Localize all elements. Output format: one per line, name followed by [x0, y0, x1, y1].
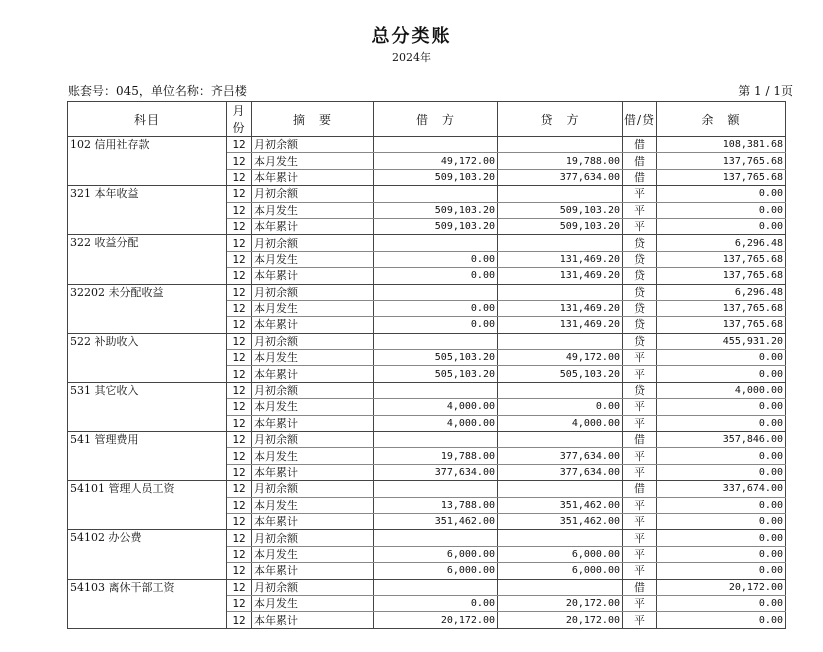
- debit-cell: [374, 186, 498, 202]
- account-name: 321 本年收益: [68, 186, 227, 235]
- col-summary: 摘 要: [252, 102, 374, 137]
- direction-cell: 平: [623, 563, 657, 579]
- direction-cell: 贷: [623, 235, 657, 251]
- summary-cell: 本年累计: [252, 366, 374, 382]
- summary-cell: 月初余额: [252, 530, 374, 546]
- direction-cell: 贷: [623, 284, 657, 300]
- summary-cell: 月初余额: [252, 382, 374, 398]
- balance-cell: 0.00: [657, 595, 786, 611]
- table-row: [68, 382, 786, 398]
- direction-cell: 平: [623, 464, 657, 480]
- debit-cell: 0.00: [374, 251, 498, 267]
- summary-cell: 本年累计: [252, 612, 374, 628]
- month-cell: 12: [227, 366, 252, 382]
- general-ledger-table: [67, 101, 786, 629]
- month-cell: 12: [227, 563, 252, 579]
- header-row: [68, 102, 786, 137]
- balance-cell: 0.00: [657, 399, 786, 415]
- summary-cell: 本月发生: [252, 350, 374, 366]
- balance-cell: 137,765.68: [657, 317, 786, 333]
- debit-cell: [374, 235, 498, 251]
- table-row: [68, 186, 786, 202]
- credit-cell: [498, 530, 623, 546]
- summary-cell: 本年累计: [252, 169, 374, 185]
- month-cell: 12: [227, 612, 252, 628]
- credit-cell: 131,469.20: [498, 251, 623, 267]
- credit-cell: [498, 333, 623, 349]
- summary-cell: 本月发生: [252, 251, 374, 267]
- month-cell: 12: [227, 333, 252, 349]
- table-row: [68, 432, 786, 448]
- summary-cell: 本年累计: [252, 268, 374, 284]
- balance-cell: 20,172.00: [657, 579, 786, 595]
- balance-cell: 0.00: [657, 497, 786, 513]
- debit-cell: [374, 382, 498, 398]
- balance-cell: 137,765.68: [657, 300, 786, 316]
- balance-cell: 0.00: [657, 464, 786, 480]
- summary-cell: 月初余额: [252, 186, 374, 202]
- direction-cell: 借: [623, 481, 657, 497]
- table-row: [68, 333, 786, 349]
- month-cell: 12: [227, 268, 252, 284]
- balance-cell: 6,296.48: [657, 235, 786, 251]
- direction-cell: 借: [623, 432, 657, 448]
- credit-cell: 6,000.00: [498, 546, 623, 562]
- balance-cell: 357,846.00: [657, 432, 786, 448]
- balance-cell: 0.00: [657, 415, 786, 431]
- direction-cell: 平: [623, 415, 657, 431]
- account-name: 522 补助收入: [68, 333, 227, 382]
- account-name: 54102 办公费: [68, 530, 227, 579]
- credit-cell: 131,469.20: [498, 300, 623, 316]
- direction-cell: 借: [623, 137, 657, 153]
- month-cell: 12: [227, 399, 252, 415]
- balance-cell: 0.00: [657, 366, 786, 382]
- credit-cell: 131,469.20: [498, 268, 623, 284]
- month-cell: 12: [227, 284, 252, 300]
- col-credit: 贷 方: [498, 102, 623, 137]
- direction-cell: 平: [623, 218, 657, 234]
- month-cell: 12: [227, 186, 252, 202]
- month-cell: 12: [227, 464, 252, 480]
- col-direction: 借/贷: [623, 102, 657, 137]
- credit-cell: [498, 235, 623, 251]
- debit-cell: 509,103.20: [374, 218, 498, 234]
- credit-cell: 377,634.00: [498, 448, 623, 464]
- balance-cell: 0.00: [657, 350, 786, 366]
- credit-cell: 351,462.00: [498, 497, 623, 513]
- month-cell: 12: [227, 415, 252, 431]
- month-cell: 12: [227, 300, 252, 316]
- account-name: 531 其它收入: [68, 382, 227, 431]
- debit-cell: 19,788.00: [374, 448, 498, 464]
- debit-cell: 351,462.00: [374, 513, 498, 529]
- credit-cell: [498, 579, 623, 595]
- account-name: 322 收益分配: [68, 235, 227, 284]
- col-debit: 借 方: [374, 102, 498, 137]
- debit-cell: [374, 137, 498, 153]
- credit-cell: 19,788.00: [498, 153, 623, 169]
- month-cell: 12: [227, 595, 252, 611]
- credit-cell: 6,000.00: [498, 563, 623, 579]
- month-cell: 12: [227, 530, 252, 546]
- balance-cell: 0.00: [657, 218, 786, 234]
- direction-cell: 平: [623, 350, 657, 366]
- summary-cell: 本月发生: [252, 595, 374, 611]
- month-cell: 12: [227, 169, 252, 185]
- summary-cell: 本年累计: [252, 218, 374, 234]
- balance-cell: 108,381.68: [657, 137, 786, 153]
- credit-cell: [498, 284, 623, 300]
- table-row: [68, 137, 786, 153]
- account-name: 102 信用社存款: [68, 137, 227, 186]
- credit-cell: 377,634.00: [498, 464, 623, 480]
- balance-cell: 0.00: [657, 563, 786, 579]
- credit-cell: 20,172.00: [498, 595, 623, 611]
- table-row: [68, 481, 786, 497]
- debit-cell: [374, 530, 498, 546]
- credit-cell: 509,103.20: [498, 218, 623, 234]
- direction-cell: 贷: [623, 333, 657, 349]
- debit-cell: 49,172.00: [374, 153, 498, 169]
- direction-cell: 平: [623, 366, 657, 382]
- account-name: 32202 未分配收益: [68, 284, 227, 333]
- summary-cell: 月初余额: [252, 579, 374, 595]
- month-cell: 12: [227, 546, 252, 562]
- balance-cell: 0.00: [657, 186, 786, 202]
- credit-cell: 509,103.20: [498, 202, 623, 218]
- ledger-body: [68, 137, 786, 629]
- credit-cell: 351,462.00: [498, 513, 623, 529]
- summary-cell: 本年累计: [252, 513, 374, 529]
- balance-cell: 0.00: [657, 513, 786, 529]
- direction-cell: 平: [623, 399, 657, 415]
- debit-cell: 505,103.20: [374, 366, 498, 382]
- balance-cell: 0.00: [657, 612, 786, 628]
- direction-cell: 借: [623, 169, 657, 185]
- direction-cell: 平: [623, 595, 657, 611]
- credit-cell: [498, 186, 623, 202]
- balance-cell: 0.00: [657, 202, 786, 218]
- page-number: 第 1 / 1页: [738, 84, 793, 98]
- debit-cell: 0.00: [374, 317, 498, 333]
- direction-cell: 贷: [623, 382, 657, 398]
- credit-cell: [498, 432, 623, 448]
- summary-cell: 本年累计: [252, 415, 374, 431]
- debit-cell: [374, 579, 498, 595]
- balance-cell: 137,765.68: [657, 169, 786, 185]
- summary-cell: 本月发生: [252, 399, 374, 415]
- month-cell: 12: [227, 448, 252, 464]
- debit-cell: 509,103.20: [374, 202, 498, 218]
- balance-cell: 0.00: [657, 448, 786, 464]
- table-row: [68, 579, 786, 595]
- summary-cell: 本年累计: [252, 464, 374, 480]
- credit-cell: [498, 481, 623, 497]
- table-row: [68, 284, 786, 300]
- month-cell: 12: [227, 513, 252, 529]
- debit-cell: 505,103.20: [374, 350, 498, 366]
- account-name: 54101 管理人员工资: [68, 481, 227, 530]
- summary-cell: 月初余额: [252, 481, 374, 497]
- debit-cell: [374, 432, 498, 448]
- debit-cell: [374, 284, 498, 300]
- month-cell: 12: [227, 153, 252, 169]
- balance-cell: 0.00: [657, 530, 786, 546]
- month-cell: 12: [227, 497, 252, 513]
- summary-cell: 本年累计: [252, 317, 374, 333]
- month-cell: 12: [227, 202, 252, 218]
- balance-cell: 137,765.68: [657, 251, 786, 267]
- month-cell: 12: [227, 137, 252, 153]
- summary-cell: 本月发生: [252, 153, 374, 169]
- balance-cell: 0.00: [657, 546, 786, 562]
- direction-cell: 平: [623, 546, 657, 562]
- month-cell: 12: [227, 382, 252, 398]
- debit-cell: 0.00: [374, 595, 498, 611]
- summary-cell: 本月发生: [252, 497, 374, 513]
- month-cell: 12: [227, 218, 252, 234]
- direction-cell: 平: [623, 513, 657, 529]
- credit-cell: 49,172.00: [498, 350, 623, 366]
- direction-cell: 平: [623, 530, 657, 546]
- month-cell: 12: [227, 432, 252, 448]
- ledger-title: 总分类账: [371, 26, 452, 47]
- balance-cell: 137,765.68: [657, 268, 786, 284]
- debit-cell: 4,000.00: [374, 399, 498, 415]
- month-cell: 12: [227, 317, 252, 333]
- summary-cell: 本月发生: [252, 202, 374, 218]
- credit-cell: 131,469.20: [498, 317, 623, 333]
- balance-cell: 6,296.48: [657, 284, 786, 300]
- summary-cell: 月初余额: [252, 137, 374, 153]
- direction-cell: 平: [623, 448, 657, 464]
- summary-cell: 月初余额: [252, 284, 374, 300]
- table-row: [68, 530, 786, 546]
- direction-cell: 贷: [623, 317, 657, 333]
- month-cell: 12: [227, 251, 252, 267]
- account-name: 54103 离休干部工资: [68, 579, 227, 628]
- balance-cell: 4,000.00: [657, 382, 786, 398]
- table-row: [68, 235, 786, 251]
- direction-cell: 借: [623, 579, 657, 595]
- debit-cell: 20,172.00: [374, 612, 498, 628]
- direction-cell: 平: [623, 186, 657, 202]
- month-cell: 12: [227, 579, 252, 595]
- month-cell: 12: [227, 481, 252, 497]
- debit-cell: 4,000.00: [374, 415, 498, 431]
- credit-cell: 377,634.00: [498, 169, 623, 185]
- direction-cell: 平: [623, 202, 657, 218]
- summary-cell: 本年累计: [252, 563, 374, 579]
- debit-cell: 6,000.00: [374, 563, 498, 579]
- summary-cell: 月初余额: [252, 432, 374, 448]
- direction-cell: 贷: [623, 268, 657, 284]
- debit-cell: [374, 481, 498, 497]
- direction-cell: 贷: [623, 251, 657, 267]
- summary-cell: 本月发生: [252, 300, 374, 316]
- balance-cell: 337,674.00: [657, 481, 786, 497]
- debit-cell: 6,000.00: [374, 546, 498, 562]
- summary-cell: 月初余额: [252, 333, 374, 349]
- credit-cell: 0.00: [498, 399, 623, 415]
- credit-cell: 4,000.00: [498, 415, 623, 431]
- account-set-info: 账套号：045，单位名称：齐吕楼: [68, 84, 247, 98]
- col-subject: 科目: [68, 102, 227, 137]
- credit-cell: [498, 137, 623, 153]
- debit-cell: 0.00: [374, 268, 498, 284]
- balance-cell: 455,931.20: [657, 333, 786, 349]
- direction-cell: 平: [623, 612, 657, 628]
- summary-cell: 本月发生: [252, 546, 374, 562]
- summary-cell: 本月发生: [252, 448, 374, 464]
- direction-cell: 贷: [623, 300, 657, 316]
- credit-cell: [498, 382, 623, 398]
- col-month: 月份: [227, 102, 252, 137]
- month-cell: 12: [227, 235, 252, 251]
- direction-cell: 借: [623, 153, 657, 169]
- credit-cell: 505,103.20: [498, 366, 623, 382]
- debit-cell: [374, 333, 498, 349]
- month-cell: 12: [227, 350, 252, 366]
- col-balance: 余 额: [657, 102, 786, 137]
- debit-cell: 13,788.00: [374, 497, 498, 513]
- account-name: 541 管理费用: [68, 432, 227, 481]
- credit-cell: 20,172.00: [498, 612, 623, 628]
- debit-cell: 509,103.20: [374, 169, 498, 185]
- debit-cell: 0.00: [374, 300, 498, 316]
- summary-cell: 月初余额: [252, 235, 374, 251]
- ledger-year: 2024年: [392, 51, 431, 64]
- balance-cell: 137,765.68: [657, 153, 786, 169]
- debit-cell: 377,634.00: [374, 464, 498, 480]
- direction-cell: 平: [623, 497, 657, 513]
